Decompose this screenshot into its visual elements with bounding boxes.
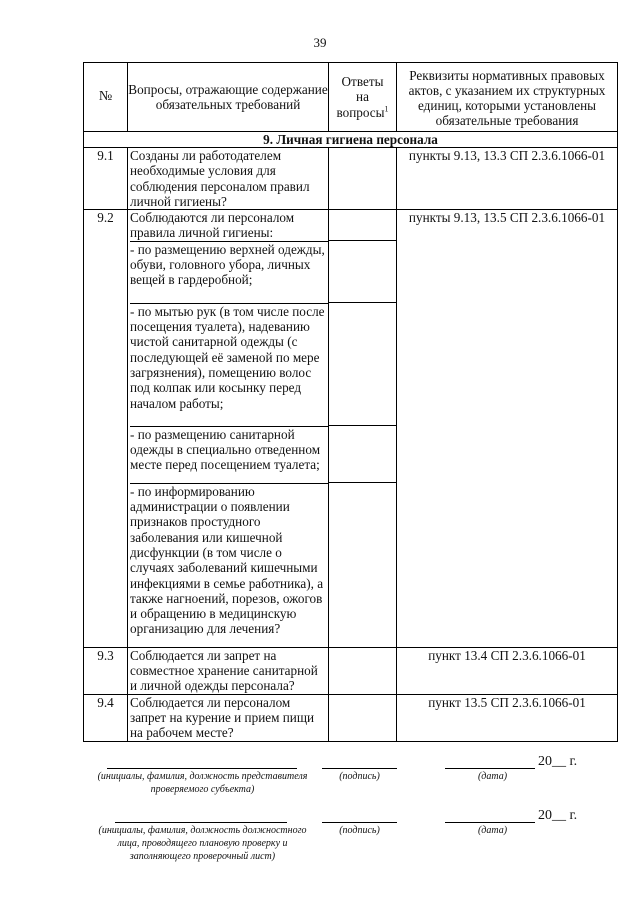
signature-caption: (подпись) bbox=[339, 825, 380, 836]
header-answers-line: вопросы bbox=[336, 104, 385, 120]
name-line[interactable] bbox=[107, 768, 297, 769]
year-field: 20__ г. bbox=[538, 754, 578, 769]
section-row bbox=[84, 132, 618, 148]
signature-caption: (подпись) bbox=[339, 771, 380, 782]
row-answer-cell[interactable] bbox=[329, 694, 397, 741]
table-row bbox=[84, 647, 618, 694]
header-question: Вопросы, отражающие содержание обязательных требований bbox=[128, 63, 329, 132]
row-answer-cell[interactable] bbox=[329, 210, 397, 648]
name-line[interactable] bbox=[115, 822, 287, 823]
date-line[interactable] bbox=[445, 768, 535, 769]
row-number: 9.4 bbox=[84, 694, 128, 741]
page-number: 39 bbox=[313, 35, 327, 50]
answer-segment[interactable] bbox=[329, 302, 396, 425]
row-requisites: пункты 9.13, 13.3 СП 2.3.6.1066-01 bbox=[397, 148, 618, 210]
list-item: - по размещению санитарной одежды в специально отведенном месте перед посещением туалета; bbox=[130, 426, 328, 483]
person-caption: (инициалы, фамилия, должность должностного лица, проводящего плановую проверку и заполняющего проверочный лист) bbox=[98, 825, 307, 862]
header-answers-line: Ответы bbox=[341, 74, 384, 90]
list-item: - по мытью рук (в том числе после посещения туалета), надеванию чистой санитарной одежды (с последующей её заменой по мере загрязнения), помещению волос под колпак или косынку перед началом работы; bbox=[130, 303, 328, 426]
answer-segment[interactable] bbox=[329, 240, 396, 302]
table-header-row bbox=[84, 63, 618, 132]
row-number: 9.1 bbox=[84, 148, 128, 210]
year-field: 20__ г. bbox=[538, 808, 578, 823]
row-answer-cell[interactable] bbox=[329, 148, 397, 210]
person-caption: (инициалы, фамилия, должность представителя проверяемого субъекта) bbox=[97, 771, 308, 795]
table-row bbox=[84, 694, 618, 741]
row-question: Созданы ли работодателем необходимые условия для соблюдения персоналом правил личной гигиены? bbox=[128, 148, 329, 210]
signature-line[interactable] bbox=[322, 822, 397, 823]
row-question: Соблюдается ли запрет на совместное хранение санитарной и личной одежды персонала? bbox=[128, 647, 329, 694]
answer-segment[interactable] bbox=[329, 425, 396, 482]
signature-line[interactable] bbox=[322, 768, 397, 769]
section-title: 9. Личная гигиена персонала bbox=[84, 132, 618, 148]
row-answer-cell[interactable] bbox=[329, 647, 397, 694]
row-number: 9.2 bbox=[84, 210, 128, 648]
header-answers bbox=[329, 63, 397, 132]
answer-segment[interactable] bbox=[329, 482, 396, 646]
header-number: № bbox=[84, 63, 128, 132]
date-caption: (дата) bbox=[477, 825, 508, 836]
header-requisites: Реквизиты нормативных правовых актов, с указанием их структурных единиц, которыми установлены обязательные требования bbox=[397, 63, 618, 132]
row-requisites: пункт 13.5 СП 2.3.6.1066-01 bbox=[397, 694, 618, 741]
header-answers-line: на bbox=[356, 89, 369, 105]
checklist-table bbox=[83, 62, 618, 742]
row-question: Соблюдаются ли персоналом правила личной гигиены: bbox=[130, 210, 295, 241]
row-question-with-subitems bbox=[128, 210, 329, 648]
row-question: Соблюдается ли персоналом запрет на курение и прием пищи на рабочем месте? bbox=[128, 694, 329, 741]
row-requisites: пункт 13.4 СП 2.3.6.1066-01 bbox=[397, 647, 618, 694]
table-row bbox=[84, 210, 618, 648]
list-item: - по размещению верхней одежды, обуви, головного убора, личных вещей в гардеробной; bbox=[130, 241, 328, 303]
list-item: - по информированию администрации о появлении признаков простудного заболевания или кишечной дисфункции (в том числе о случаях заболеваний кишечными инфекциями в семье работника), а также нагноений, порезов, ожогов и обращению в медицинскую организацию для лечения? bbox=[130, 483, 328, 647]
answer-segment[interactable] bbox=[329, 210, 396, 240]
footnote-marker: 1 bbox=[384, 104, 389, 114]
row-requisites: пункты 9.13, 13.5 СП 2.3.6.1066-01 bbox=[397, 210, 618, 648]
date-line[interactable] bbox=[445, 822, 535, 823]
date-caption: (дата) bbox=[477, 771, 508, 782]
row-number: 9.3 bbox=[84, 647, 128, 694]
table-row bbox=[84, 148, 618, 210]
